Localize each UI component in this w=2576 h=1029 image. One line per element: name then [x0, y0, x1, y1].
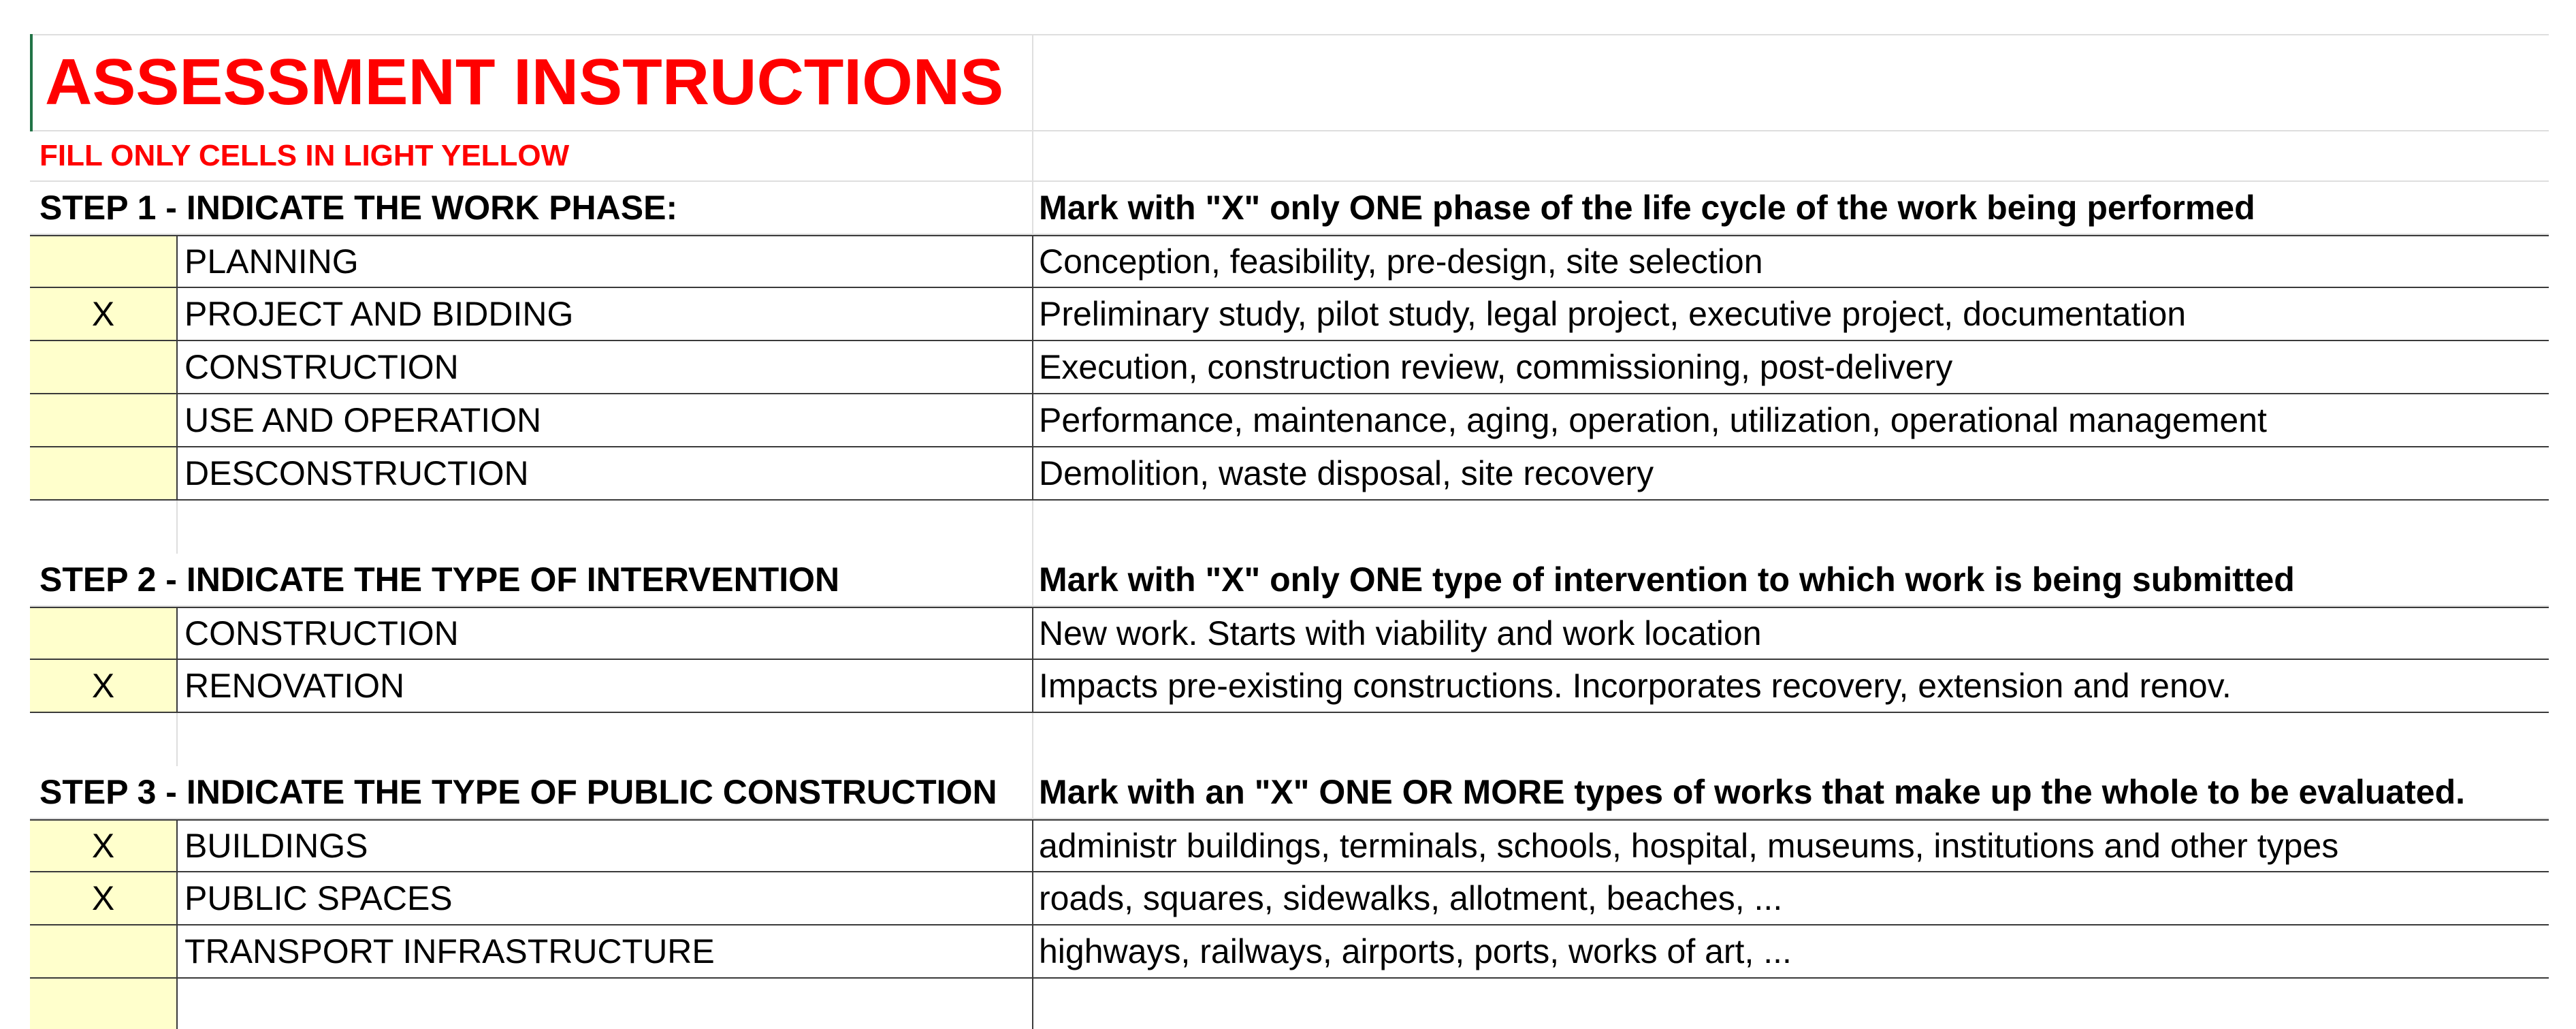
table-row [30, 288, 2549, 341]
empty-cell[interactable] [178, 501, 1033, 554]
mark-input-cell[interactable] [30, 447, 178, 501]
table-row [30, 819, 2549, 872]
step-3-label[interactable]: STEP 3 - INDICATE THE TYPE OF PUBLIC CONSTRUCTION [30, 766, 1033, 819]
table-row [30, 447, 2549, 501]
empty-cell[interactable] [1033, 713, 2549, 766]
option-description-cell[interactable] [1033, 979, 2549, 1029]
sheet-title[interactable]: ASSESSMENT INSTRUCTIONS [30, 34, 1033, 131]
mark-input-cell[interactable] [30, 341, 178, 394]
mark-input-cell[interactable] [30, 979, 178, 1029]
step-1-label[interactable]: STEP 1 - INDICATE THE WORK PHASE: [30, 182, 1033, 235]
table-row [30, 394, 2549, 447]
active-cell-indicator [30, 34, 33, 131]
table-row-partial [30, 979, 2549, 1029]
mark-input-cell[interactable]: X [30, 819, 178, 872]
option-name-cell[interactable]: DESCONSTRUCTION [178, 447, 1033, 501]
step-2-instruction[interactable]: Mark with "X" only ONE type of intervention to which work is being submitted [1033, 554, 2549, 607]
table-row [30, 607, 2549, 660]
mark-input-cell[interactable]: X [30, 660, 178, 713]
table-row [30, 235, 2549, 288]
option-name-cell[interactable]: BUILDINGS [178, 819, 1033, 872]
option-description-cell[interactable]: highways, railways, airports, ports, works of art, ... [1033, 925, 2549, 979]
option-name-cell[interactable]: TRANSPORT INFRASTRUCTURE [178, 925, 1033, 979]
option-description-cell[interactable]: Preliminary study, pilot study, legal project, executive project, documentation [1033, 288, 2549, 341]
option-description-cell[interactable]: Performance, maintenance, aging, operation, utilization, operational management [1033, 394, 2549, 447]
blank-row [30, 501, 2549, 554]
empty-cell[interactable] [30, 713, 178, 766]
step-1-header-row [30, 182, 2549, 235]
table-row [30, 925, 2549, 979]
empty-cell[interactable] [178, 713, 1033, 766]
option-name-cell[interactable]: PLANNING [178, 235, 1033, 288]
step-1-instruction[interactable]: Mark with "X" only ONE phase of the life cycle of the work being performed [1033, 182, 2549, 235]
option-description-cell[interactable]: roads, squares, sidewalks, allotment, beaches, ... [1033, 872, 2549, 925]
empty-cell[interactable] [1033, 34, 2549, 131]
option-name-cell[interactable] [178, 979, 1033, 1029]
option-name-cell[interactable]: PROJECT AND BIDDING [178, 288, 1033, 341]
title-row [30, 34, 2549, 131]
step-3-header-row [30, 766, 2549, 819]
option-name-cell[interactable]: USE AND OPERATION [178, 394, 1033, 447]
option-description-cell[interactable]: New work. Starts with viability and work location [1033, 607, 2549, 660]
subtitle-row [30, 131, 2549, 182]
step-2-label[interactable]: STEP 2 - INDICATE THE TYPE OF INTERVENTION [30, 554, 1033, 607]
option-name-cell[interactable]: CONSTRUCTION [178, 607, 1033, 660]
option-description-cell[interactable]: Impacts pre-existing constructions. Incorporates recovery, extension and renov. [1033, 660, 2549, 713]
step-3-instruction[interactable]: Mark with an "X" ONE OR MORE types of works that make up the whole to be evaluated. [1033, 766, 2549, 819]
table-row [30, 872, 2549, 925]
sheet-subtitle[interactable]: FILL ONLY CELLS IN LIGHT YELLOW [30, 131, 1033, 182]
mark-input-cell[interactable] [30, 235, 178, 288]
mark-input-cell[interactable]: X [30, 288, 178, 341]
blank-row [30, 713, 2549, 766]
mark-input-cell[interactable] [30, 607, 178, 660]
table-row [30, 341, 2549, 394]
option-name-cell[interactable]: RENOVATION [178, 660, 1033, 713]
mark-input-cell[interactable] [30, 394, 178, 447]
option-name-cell[interactable]: PUBLIC SPACES [178, 872, 1033, 925]
option-name-cell[interactable]: CONSTRUCTION [178, 341, 1033, 394]
option-description-cell[interactable]: Conception, feasibility, pre-design, site selection [1033, 235, 2549, 288]
empty-cell[interactable] [30, 501, 178, 554]
mark-input-cell[interactable] [30, 925, 178, 979]
option-description-cell[interactable]: Demolition, waste disposal, site recovery [1033, 447, 2549, 501]
empty-cell[interactable] [1033, 131, 2549, 182]
step-2-header-row [30, 554, 2549, 607]
mark-input-cell[interactable]: X [30, 872, 178, 925]
empty-cell[interactable] [1033, 501, 2549, 554]
table-row [30, 660, 2549, 713]
option-description-cell[interactable]: administr buildings, terminals, schools, hospital, museums, institutions and other types [1033, 819, 2549, 872]
option-description-cell[interactable]: Execution, construction review, commissioning, post-delivery [1033, 341, 2549, 394]
